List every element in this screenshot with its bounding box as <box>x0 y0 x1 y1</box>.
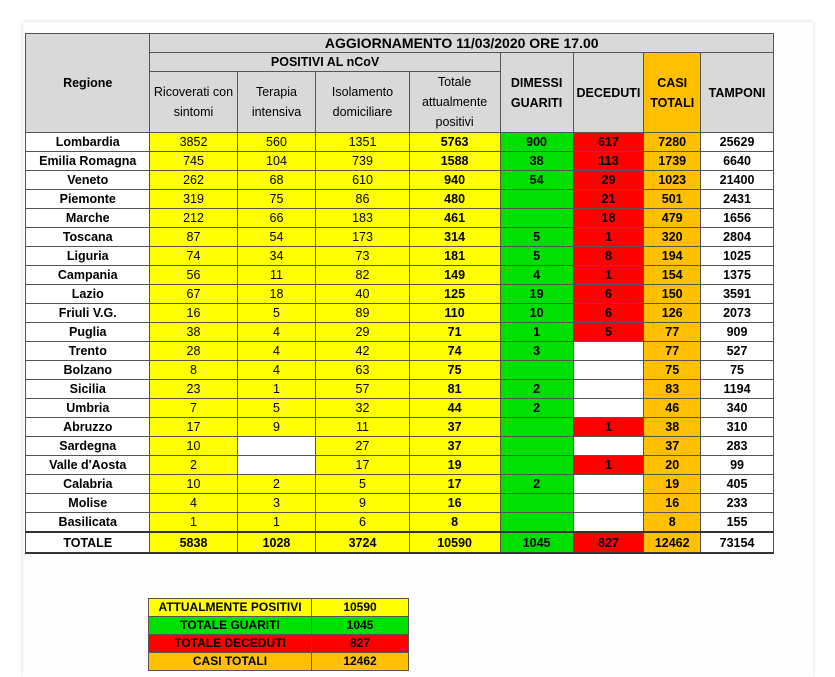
cell-tamponi: 1375 <box>701 266 774 285</box>
cell-ricoverati: 1 <box>150 513 237 533</box>
table-row <box>26 513 774 533</box>
cell-deceduti: 29 <box>573 171 644 190</box>
cell-casi: 77 <box>644 342 701 361</box>
cell-casi: 77 <box>644 323 701 342</box>
summary-row <box>149 653 409 671</box>
table-row <box>26 247 774 266</box>
cell-regione: Marche <box>26 209 150 228</box>
cell-terapia: 4 <box>237 323 316 342</box>
cell-deceduti: 8 <box>573 247 644 266</box>
cell-deceduti <box>573 342 644 361</box>
cell-totale-positivi: 19 <box>409 456 500 475</box>
cell-dimessi: 5 <box>500 247 573 266</box>
cell-dimessi <box>500 494 573 513</box>
cell-ricoverati: 56 <box>150 266 237 285</box>
header-regione: Regione <box>26 34 150 133</box>
cell-casi: 1023 <box>644 171 701 190</box>
cell-ricoverati: 87 <box>150 228 237 247</box>
cell-totale-positivi: 110 <box>409 304 500 323</box>
table-title: AGGIORNAMENTO 11/03/2020 ORE 17.00 <box>150 34 774 53</box>
cell-tamponi: 340 <box>701 399 774 418</box>
cell-dimessi: 54 <box>500 171 573 190</box>
cell-ricoverati: 4 <box>150 494 237 513</box>
cell-ricoverati: 319 <box>150 190 237 209</box>
cell-ricoverati: 23 <box>150 380 237 399</box>
cell-terapia: 1 <box>237 513 316 533</box>
cell-tamponi: 283 <box>701 437 774 456</box>
cell-deceduti: 617 <box>573 133 644 152</box>
total-cell-dimessi: 1045 <box>500 532 573 553</box>
header-deceduti: DECEDUTI <box>573 53 644 133</box>
cell-casi: 479 <box>644 209 701 228</box>
cell-terapia: 4 <box>237 361 316 380</box>
table-row <box>26 152 774 171</box>
cell-casi: 83 <box>644 380 701 399</box>
summary-row <box>149 617 409 635</box>
cell-tamponi: 405 <box>701 475 774 494</box>
table-row <box>26 190 774 209</box>
cell-totale-positivi: 181 <box>409 247 500 266</box>
cell-regione: Puglia <box>26 323 150 342</box>
cell-terapia: 11 <box>237 266 316 285</box>
cell-dimessi <box>500 418 573 437</box>
cell-isolamento: 29 <box>316 323 409 342</box>
cell-isolamento: 89 <box>316 304 409 323</box>
header-totale-positivi: Totale attualmente positivi <box>409 72 500 133</box>
cell-ricoverati: 67 <box>150 285 237 304</box>
cell-terapia: 3 <box>237 494 316 513</box>
cell-casi: 126 <box>644 304 701 323</box>
cell-casi: 320 <box>644 228 701 247</box>
cell-terapia: 104 <box>237 152 316 171</box>
total-cell-isolamento: 3724 <box>316 532 409 553</box>
table-row <box>26 475 774 494</box>
cell-deceduti <box>573 475 644 494</box>
cell-regione: Valle d'Aosta <box>26 456 150 475</box>
cell-dimessi <box>500 456 573 475</box>
cell-dimessi: 2 <box>500 475 573 494</box>
cell-casi: 501 <box>644 190 701 209</box>
table-row <box>26 380 774 399</box>
cell-tamponi: 2073 <box>701 304 774 323</box>
cell-deceduti: 5 <box>573 323 644 342</box>
header-isolamento: Isolamento domiciliare <box>316 72 409 133</box>
cell-terapia <box>237 456 316 475</box>
cell-regione: Umbria <box>26 399 150 418</box>
cell-dimessi: 900 <box>500 133 573 152</box>
cell-deceduti: 1 <box>573 456 644 475</box>
total-row <box>26 532 774 553</box>
cell-casi: 1739 <box>644 152 701 171</box>
cell-isolamento: 17 <box>316 456 409 475</box>
cell-terapia: 68 <box>237 171 316 190</box>
total-cell-ricoverati: 5838 <box>150 532 237 553</box>
cell-tamponi: 233 <box>701 494 774 513</box>
cell-regione: Veneto <box>26 171 150 190</box>
cell-ricoverati: 17 <box>150 418 237 437</box>
cell-ricoverati: 74 <box>150 247 237 266</box>
cell-regione: Bolzano <box>26 361 150 380</box>
total-cell-deceduti: 827 <box>573 532 644 553</box>
total-cell-casi: 12462 <box>644 532 701 553</box>
summary-value: 827 <box>312 635 409 653</box>
cell-totale-positivi: 125 <box>409 285 500 304</box>
cell-ricoverati: 7 <box>150 399 237 418</box>
header-dimessi: DIMESSI GUARITI <box>500 53 573 133</box>
table-row <box>26 456 774 475</box>
cell-casi: 20 <box>644 456 701 475</box>
cell-casi: 19 <box>644 475 701 494</box>
cell-tamponi: 75 <box>701 361 774 380</box>
cell-tamponi: 1025 <box>701 247 774 266</box>
cell-terapia: 75 <box>237 190 316 209</box>
cell-dimessi: 2 <box>500 380 573 399</box>
cell-casi: 75 <box>644 361 701 380</box>
total-cell-totale-positivi: 10590 <box>409 532 500 553</box>
summary-row <box>149 635 409 653</box>
cell-isolamento: 173 <box>316 228 409 247</box>
cell-totale-positivi: 81 <box>409 380 500 399</box>
cell-isolamento: 32 <box>316 399 409 418</box>
cell-totale-positivi: 5763 <box>409 133 500 152</box>
cell-dimessi: 1 <box>500 323 573 342</box>
cell-isolamento: 42 <box>316 342 409 361</box>
cell-dimessi <box>500 437 573 456</box>
table-row <box>26 418 774 437</box>
cell-isolamento: 86 <box>316 190 409 209</box>
cell-isolamento: 73 <box>316 247 409 266</box>
cell-casi: 150 <box>644 285 701 304</box>
cell-isolamento: 183 <box>316 209 409 228</box>
table-row <box>26 361 774 380</box>
cell-regione: Sardegna <box>26 437 150 456</box>
cell-dimessi: 4 <box>500 266 573 285</box>
cell-tamponi: 1194 <box>701 380 774 399</box>
cell-totale-positivi: 44 <box>409 399 500 418</box>
summary-row <box>149 599 409 617</box>
cell-deceduti <box>573 399 644 418</box>
cell-ricoverati: 10 <box>150 437 237 456</box>
cell-tamponi: 909 <box>701 323 774 342</box>
cell-regione: Friuli V.G. <box>26 304 150 323</box>
cell-regione: Piemonte <box>26 190 150 209</box>
cell-totale-positivi: 480 <box>409 190 500 209</box>
cell-dimessi <box>500 190 573 209</box>
cell-terapia <box>237 437 316 456</box>
cell-deceduti <box>573 380 644 399</box>
cell-isolamento: 5 <box>316 475 409 494</box>
cell-isolamento: 63 <box>316 361 409 380</box>
cell-casi: 194 <box>644 247 701 266</box>
total-cell-terapia: 1028 <box>237 532 316 553</box>
cell-dimessi <box>500 361 573 380</box>
summary-label: TOTALE DECEDUTI <box>149 635 312 653</box>
table-row <box>26 171 774 190</box>
cell-dimessi: 5 <box>500 228 573 247</box>
cell-regione: Lazio <box>26 285 150 304</box>
cell-deceduti: 21 <box>573 190 644 209</box>
cell-totale-positivi: 74 <box>409 342 500 361</box>
cell-deceduti: 113 <box>573 152 644 171</box>
cell-terapia: 54 <box>237 228 316 247</box>
cell-terapia: 18 <box>237 285 316 304</box>
cell-casi: 38 <box>644 418 701 437</box>
cell-dimessi <box>500 513 573 533</box>
cell-casi: 16 <box>644 494 701 513</box>
cell-isolamento: 57 <box>316 380 409 399</box>
cell-tamponi: 21400 <box>701 171 774 190</box>
cell-totale-positivi: 8 <box>409 513 500 533</box>
cell-regione: Calabria <box>26 475 150 494</box>
cell-terapia: 34 <box>237 247 316 266</box>
cell-isolamento: 11 <box>316 418 409 437</box>
cell-totale-positivi: 37 <box>409 437 500 456</box>
cell-ricoverati: 262 <box>150 171 237 190</box>
cell-totale-positivi: 461 <box>409 209 500 228</box>
header-tamponi: TAMPONI <box>701 53 774 133</box>
table-row <box>26 209 774 228</box>
cell-deceduti: 6 <box>573 304 644 323</box>
summary-label: TOTALE GUARITI <box>149 617 312 635</box>
covid-table <box>25 33 774 554</box>
cell-ricoverati: 38 <box>150 323 237 342</box>
cell-totale-positivi: 1588 <box>409 152 500 171</box>
summary-value: 1045 <box>312 617 409 635</box>
cell-ricoverati: 10 <box>150 475 237 494</box>
summary-table <box>148 598 409 671</box>
cell-terapia: 4 <box>237 342 316 361</box>
table-row <box>26 437 774 456</box>
cell-ricoverati: 3852 <box>150 133 237 152</box>
cell-totale-positivi: 17 <box>409 475 500 494</box>
cell-dimessi: 38 <box>500 152 573 171</box>
cell-tamponi: 527 <box>701 342 774 361</box>
cell-totale-positivi: 16 <box>409 494 500 513</box>
cell-deceduti <box>573 513 644 533</box>
cell-dimessi: 3 <box>500 342 573 361</box>
cell-isolamento: 739 <box>316 152 409 171</box>
cell-isolamento: 27 <box>316 437 409 456</box>
cell-tamponi: 6640 <box>701 152 774 171</box>
summary-label: CASI TOTALI <box>149 653 312 671</box>
cell-deceduti <box>573 494 644 513</box>
table-row <box>26 266 774 285</box>
cell-deceduti <box>573 437 644 456</box>
cell-totale-positivi: 149 <box>409 266 500 285</box>
cell-isolamento: 6 <box>316 513 409 533</box>
cell-deceduti: 1 <box>573 228 644 247</box>
cell-tamponi: 2431 <box>701 190 774 209</box>
cell-terapia: 5 <box>237 304 316 323</box>
cell-tamponi: 99 <box>701 456 774 475</box>
cell-tamponi: 155 <box>701 513 774 533</box>
header-terapia: Terapia intensiva <box>237 72 316 133</box>
table-row <box>26 285 774 304</box>
cell-regione: Trento <box>26 342 150 361</box>
table-row <box>26 133 774 152</box>
cell-regione: Emilia Romagna <box>26 152 150 171</box>
table-row <box>26 228 774 247</box>
cell-terapia: 9 <box>237 418 316 437</box>
cell-deceduti: 6 <box>573 285 644 304</box>
cell-deceduti: 18 <box>573 209 644 228</box>
cell-ricoverati: 745 <box>150 152 237 171</box>
cell-regione: Sicilia <box>26 380 150 399</box>
cell-dimessi: 19 <box>500 285 573 304</box>
cell-deceduti: 1 <box>573 266 644 285</box>
header-positivi-group: POSITIVI AL nCoV <box>150 53 500 72</box>
cell-ricoverati: 8 <box>150 361 237 380</box>
cell-totale-positivi: 940 <box>409 171 500 190</box>
cell-deceduti <box>573 361 644 380</box>
cell-regione: Basilicata <box>26 513 150 533</box>
total-cell-regione: TOTALE <box>26 532 150 553</box>
cell-deceduti: 1 <box>573 418 644 437</box>
table-row <box>26 323 774 342</box>
cell-regione: Molise <box>26 494 150 513</box>
table-row <box>26 304 774 323</box>
cell-tamponi: 3591 <box>701 285 774 304</box>
table-row <box>26 494 774 513</box>
cell-isolamento: 610 <box>316 171 409 190</box>
cell-terapia: 1 <box>237 380 316 399</box>
cell-terapia: 66 <box>237 209 316 228</box>
cell-ricoverati: 212 <box>150 209 237 228</box>
cell-tamponi: 25629 <box>701 133 774 152</box>
cell-tamponi: 2804 <box>701 228 774 247</box>
cell-totale-positivi: 314 <box>409 228 500 247</box>
cell-casi: 7280 <box>644 133 701 152</box>
cell-casi: 46 <box>644 399 701 418</box>
cell-totale-positivi: 75 <box>409 361 500 380</box>
total-cell-tamponi: 73154 <box>701 532 774 553</box>
cell-casi: 37 <box>644 437 701 456</box>
cell-terapia: 5 <box>237 399 316 418</box>
cell-terapia: 2 <box>237 475 316 494</box>
cell-isolamento: 82 <box>316 266 409 285</box>
header-casi: CASI TOTALI <box>644 53 701 133</box>
cell-isolamento: 1351 <box>316 133 409 152</box>
cell-ricoverati: 28 <box>150 342 237 361</box>
table-row <box>26 399 774 418</box>
cell-dimessi <box>500 209 573 228</box>
cell-tamponi: 1656 <box>701 209 774 228</box>
cell-regione: Toscana <box>26 228 150 247</box>
cell-isolamento: 40 <box>316 285 409 304</box>
cell-totale-positivi: 37 <box>409 418 500 437</box>
cell-casi: 8 <box>644 513 701 533</box>
cell-tamponi: 310 <box>701 418 774 437</box>
cell-ricoverati: 2 <box>150 456 237 475</box>
cell-regione: Abruzzo <box>26 418 150 437</box>
cell-regione: Lombardia <box>26 133 150 152</box>
cell-terapia: 560 <box>237 133 316 152</box>
table-body <box>26 133 774 554</box>
header-ricoverati: Ricoverati con sintomi <box>150 72 237 133</box>
cell-casi: 154 <box>644 266 701 285</box>
cell-ricoverati: 16 <box>150 304 237 323</box>
summary-value: 10590 <box>312 599 409 617</box>
cell-regione: Campania <box>26 266 150 285</box>
cell-totale-positivi: 71 <box>409 323 500 342</box>
cell-regione: Liguria <box>26 247 150 266</box>
summary-label: ATTUALMENTE POSITIVI <box>149 599 312 617</box>
cell-dimessi: 10 <box>500 304 573 323</box>
summary-value: 12462 <box>312 653 409 671</box>
cell-dimessi: 2 <box>500 399 573 418</box>
cell-isolamento: 9 <box>316 494 409 513</box>
table-row <box>26 342 774 361</box>
